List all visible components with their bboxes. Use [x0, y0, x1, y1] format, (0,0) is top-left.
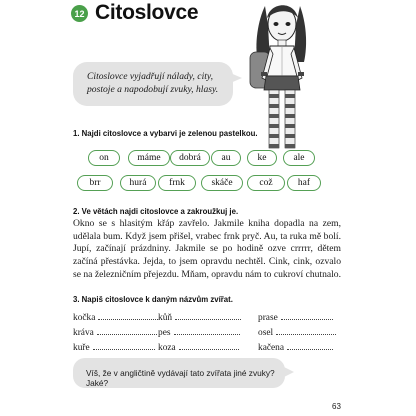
- task-2-title: 2. Ve větách najdi citoslovce a zakroužkuj je.: [73, 207, 239, 216]
- task-3-title: 3. Napiš citoslovce k daným názvům zvířat.: [73, 295, 233, 304]
- word-pill-label: skáče: [211, 178, 233, 188]
- answer-dots: [98, 310, 158, 320]
- word-pill-label: au: [221, 153, 231, 163]
- animal-answer-line[interactable]: [158, 310, 241, 323]
- word-pill-label: ale: [293, 153, 305, 163]
- word-pill-label: frnk: [169, 178, 185, 188]
- word-pill[interactable]: [77, 175, 113, 191]
- word-pill-label: on: [99, 153, 109, 163]
- answer-dots: [281, 310, 333, 320]
- word-pill-label: haf: [297, 178, 311, 188]
- chapter-number-badge: [71, 5, 88, 22]
- word-pill-label: což: [259, 178, 273, 188]
- answer-dots: [287, 340, 333, 350]
- word-pill-label: ke: [257, 153, 267, 163]
- animal-name: koza: [158, 343, 176, 353]
- word-pill-label: hurá: [129, 178, 147, 188]
- word-pill[interactable]: [128, 150, 170, 166]
- word-pill-label: dobrá: [179, 153, 201, 163]
- word-pill[interactable]: [283, 150, 315, 166]
- word-pill[interactable]: [170, 150, 210, 166]
- animal-name: osel: [258, 328, 274, 338]
- animal-name: pes: [158, 328, 171, 338]
- word-pill[interactable]: [247, 175, 285, 191]
- word-pill[interactable]: [211, 150, 241, 166]
- animal-answer-line[interactable]: [258, 325, 336, 338]
- animal-answer-line[interactable]: [73, 340, 155, 353]
- animal-name: kůň: [158, 313, 173, 323]
- page-number: 63: [332, 402, 341, 411]
- answer-dots: [175, 310, 241, 320]
- task-2-paragraph: Okno se s hlasitým křáp zavřelo. Jakmile kniha dopadla na zem, udělala bum. Když jsem přišel, vrabec frnk pryč. Au, ta ruka mě bolí. Jupí, začínají prázdniny. Jakmile se po hodině ozve crrrrr, dětem začíná přestávka. Jejda, to jsem opravdu nechtěl. Cink, cink, ozvalo se na železničním přejezdu. Mňam, opravdu nám to cukroví chutnalo.: [73, 218, 342, 280]
- word-pill[interactable]: [88, 150, 120, 166]
- answer-dots: [174, 325, 240, 335]
- word-pill[interactable]: [120, 175, 156, 191]
- answer-dots: [93, 340, 155, 350]
- animal-answer-line[interactable]: [258, 340, 333, 353]
- animal-answer-line[interactable]: [73, 310, 158, 323]
- answer-dots: [276, 325, 336, 335]
- animal-name: prase: [258, 313, 278, 323]
- girl-illustration: [240, 0, 350, 150]
- answer-dots: [179, 340, 239, 350]
- word-pill[interactable]: [158, 175, 196, 191]
- page-title: Citoslovce: [95, 1, 199, 24]
- animal-answer-line[interactable]: [158, 340, 239, 353]
- animal-name: kráva: [73, 328, 94, 338]
- animal-answer-line[interactable]: [158, 325, 240, 338]
- word-pill-label: máme: [137, 153, 161, 163]
- animal-name: kuře: [73, 343, 90, 353]
- intro-text: Citoslovce vyjadřují nálady, city, postoje a napodobují zvuky, hlasy.: [87, 71, 219, 95]
- word-pill[interactable]: [201, 175, 243, 191]
- word-pill-label: brr: [89, 178, 101, 188]
- hint-text: Víš, že v angličtině vydávají tato zvířata jiné zvuky? Jaké?: [86, 368, 275, 388]
- answer-dots: [97, 325, 157, 335]
- chapter-number: 12: [74, 8, 85, 19]
- animal-name: kočka: [73, 313, 96, 323]
- animal-name: kačena: [258, 343, 285, 353]
- animal-answer-line[interactable]: [258, 310, 333, 323]
- task-1-title: 1. Najdi citoslovce a vybarvi je zelenou pastelkou.: [73, 129, 258, 138]
- word-pill[interactable]: [247, 150, 277, 166]
- word-pill[interactable]: [287, 175, 321, 191]
- animal-answer-line[interactable]: [73, 325, 157, 338]
